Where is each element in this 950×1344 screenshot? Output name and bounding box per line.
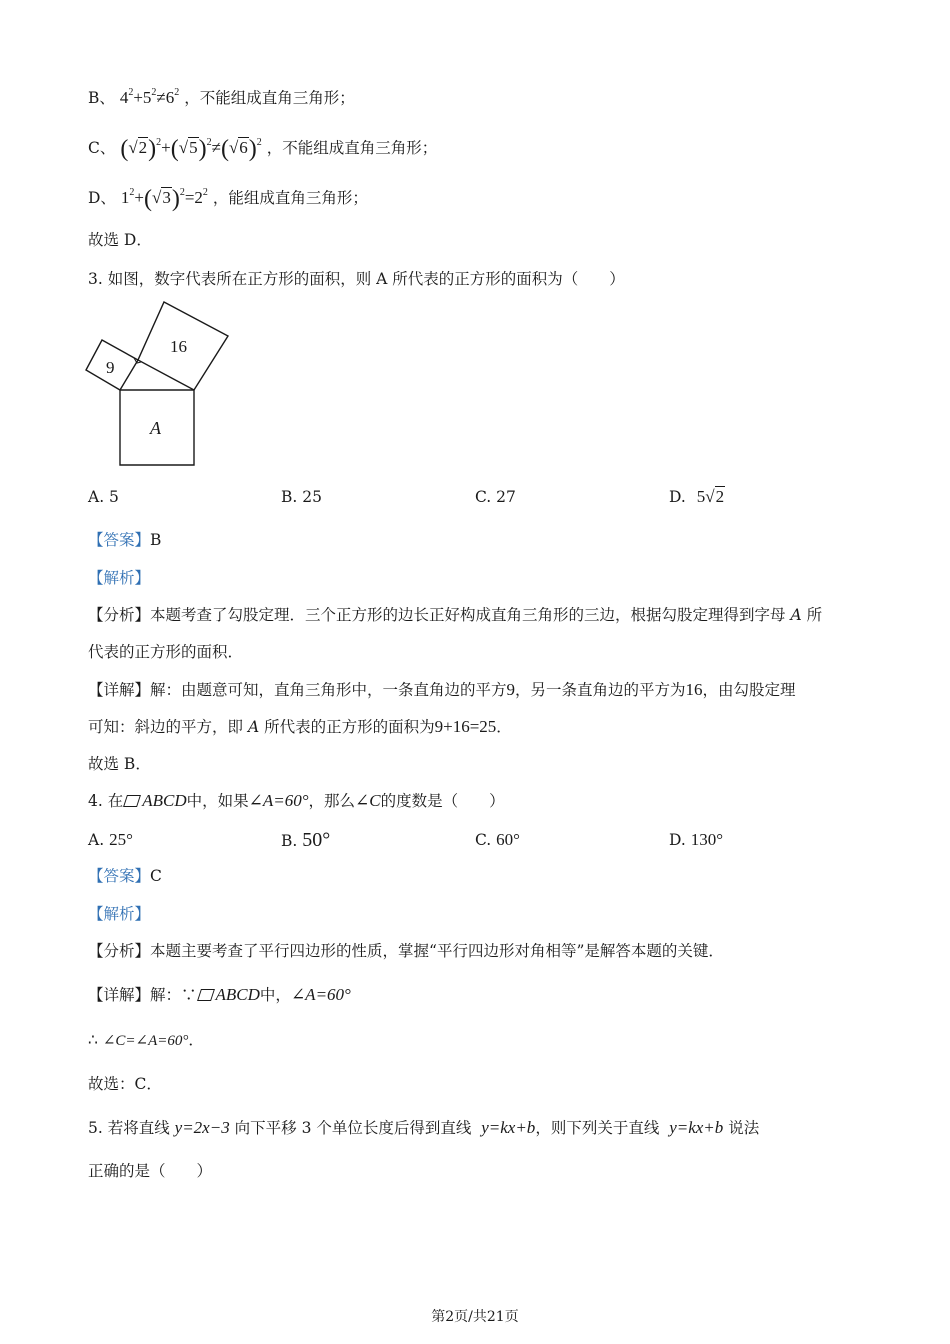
q4-detail: 【详解】解：∵ ABCD中，∠A=60° [88, 985, 351, 1004]
q4-option-a: A. 25° [88, 830, 133, 849]
q3-option-c: C. 27 [475, 488, 516, 506]
q3-detail-cont: 可知：斜边的平方，即 A 所代表的正方形的面积为9+16=25． [88, 717, 512, 736]
c-equation: $(√2)^2+(√5)^2\ne(√6)^2$ [120, 136, 262, 162]
q3-analysis-tag: 【解析】 [88, 569, 151, 587]
q4-option-d: D. 130° [669, 830, 724, 849]
q3-fenxi-cont: 代表的正方形的面积． [88, 643, 244, 661]
q4-option-c: C. 60° [475, 830, 520, 849]
q2-explanation-b: B、 $4^2+5^2\ne 6^2$ ，不能组成直角三角形； [88, 87, 355, 107]
page-footer: 第2页/共21页 [431, 1309, 519, 1325]
q3-figure [84, 300, 232, 470]
q3-option-b: B. 25 [281, 488, 322, 506]
parallelogram-icon [123, 795, 141, 807]
q2-conclusion: 故选 D． [88, 231, 152, 249]
q3-conclusion: 故选 B． [88, 755, 151, 773]
label-16: 16 [170, 337, 187, 356]
label-9: 9 [106, 358, 115, 377]
q4-conclusion: 故选：C． [88, 1075, 162, 1093]
q5-stem: 5. 若将直线 y=2x−3 向下平移 3 个单位长度后得到直线 y=kx+b，则下列关于直线 y=kx+b 说法 [88, 1118, 760, 1137]
q3-detail: 【详解】解：由题意可知，直角三角形中，一条直角边的平方9，另一条直角边的平方为16，由勾股定理 [88, 680, 796, 699]
q3-option-d: D. 5√2 [669, 487, 725, 506]
q4-option-b: B. 50° [281, 829, 331, 851]
q4-therefore: ∴ ∠C=∠A=60°． [88, 1031, 204, 1049]
q2-explanation-c: C、 $(√2)^2+(√5)^2\ne(√6)^2$ ，不能组成直角三角形； [88, 136, 438, 162]
q3-answer: 【答案】B [88, 531, 162, 549]
q3-option-a: A. 5 [88, 488, 119, 506]
q4-stem: 4. 在 ABCD中，如果∠A=60°，那么∠C的度数是（ ） [88, 791, 505, 810]
b-equation: $4^2+5^2\ne 6^2$ [119, 87, 180, 107]
label-A: A [150, 418, 161, 438]
q4-answer: 【答案】C [88, 867, 162, 885]
q4-fenxi: 【分析】本题主要考查了平行四边形的性质，掌握“平行四边形对角相等”是解答本题的关键． [88, 942, 724, 960]
d-equation: $1^2+(√3)^2=2^2$ [120, 186, 208, 212]
q3-stem: 3. 如图，数字代表所在正方形的面积，则 A 所代表的正方形的面积为（ ） [88, 270, 625, 288]
q4-analysis-tag: 【解析】 [88, 905, 151, 923]
parallelogram-icon [197, 989, 215, 1001]
q5-stem-cont: 正确的是（ ） [88, 1162, 213, 1180]
q3-fenxi: 【分析】本题考查了勾股定理．三个正方形的边长正好构成直角三角形的三边，根据勾股定理得到字母 A 所 [88, 606, 823, 624]
q2-explanation-d: D、 $1^2+(√3)^2=2^2$ ，能组成直角三角形； [88, 186, 368, 212]
